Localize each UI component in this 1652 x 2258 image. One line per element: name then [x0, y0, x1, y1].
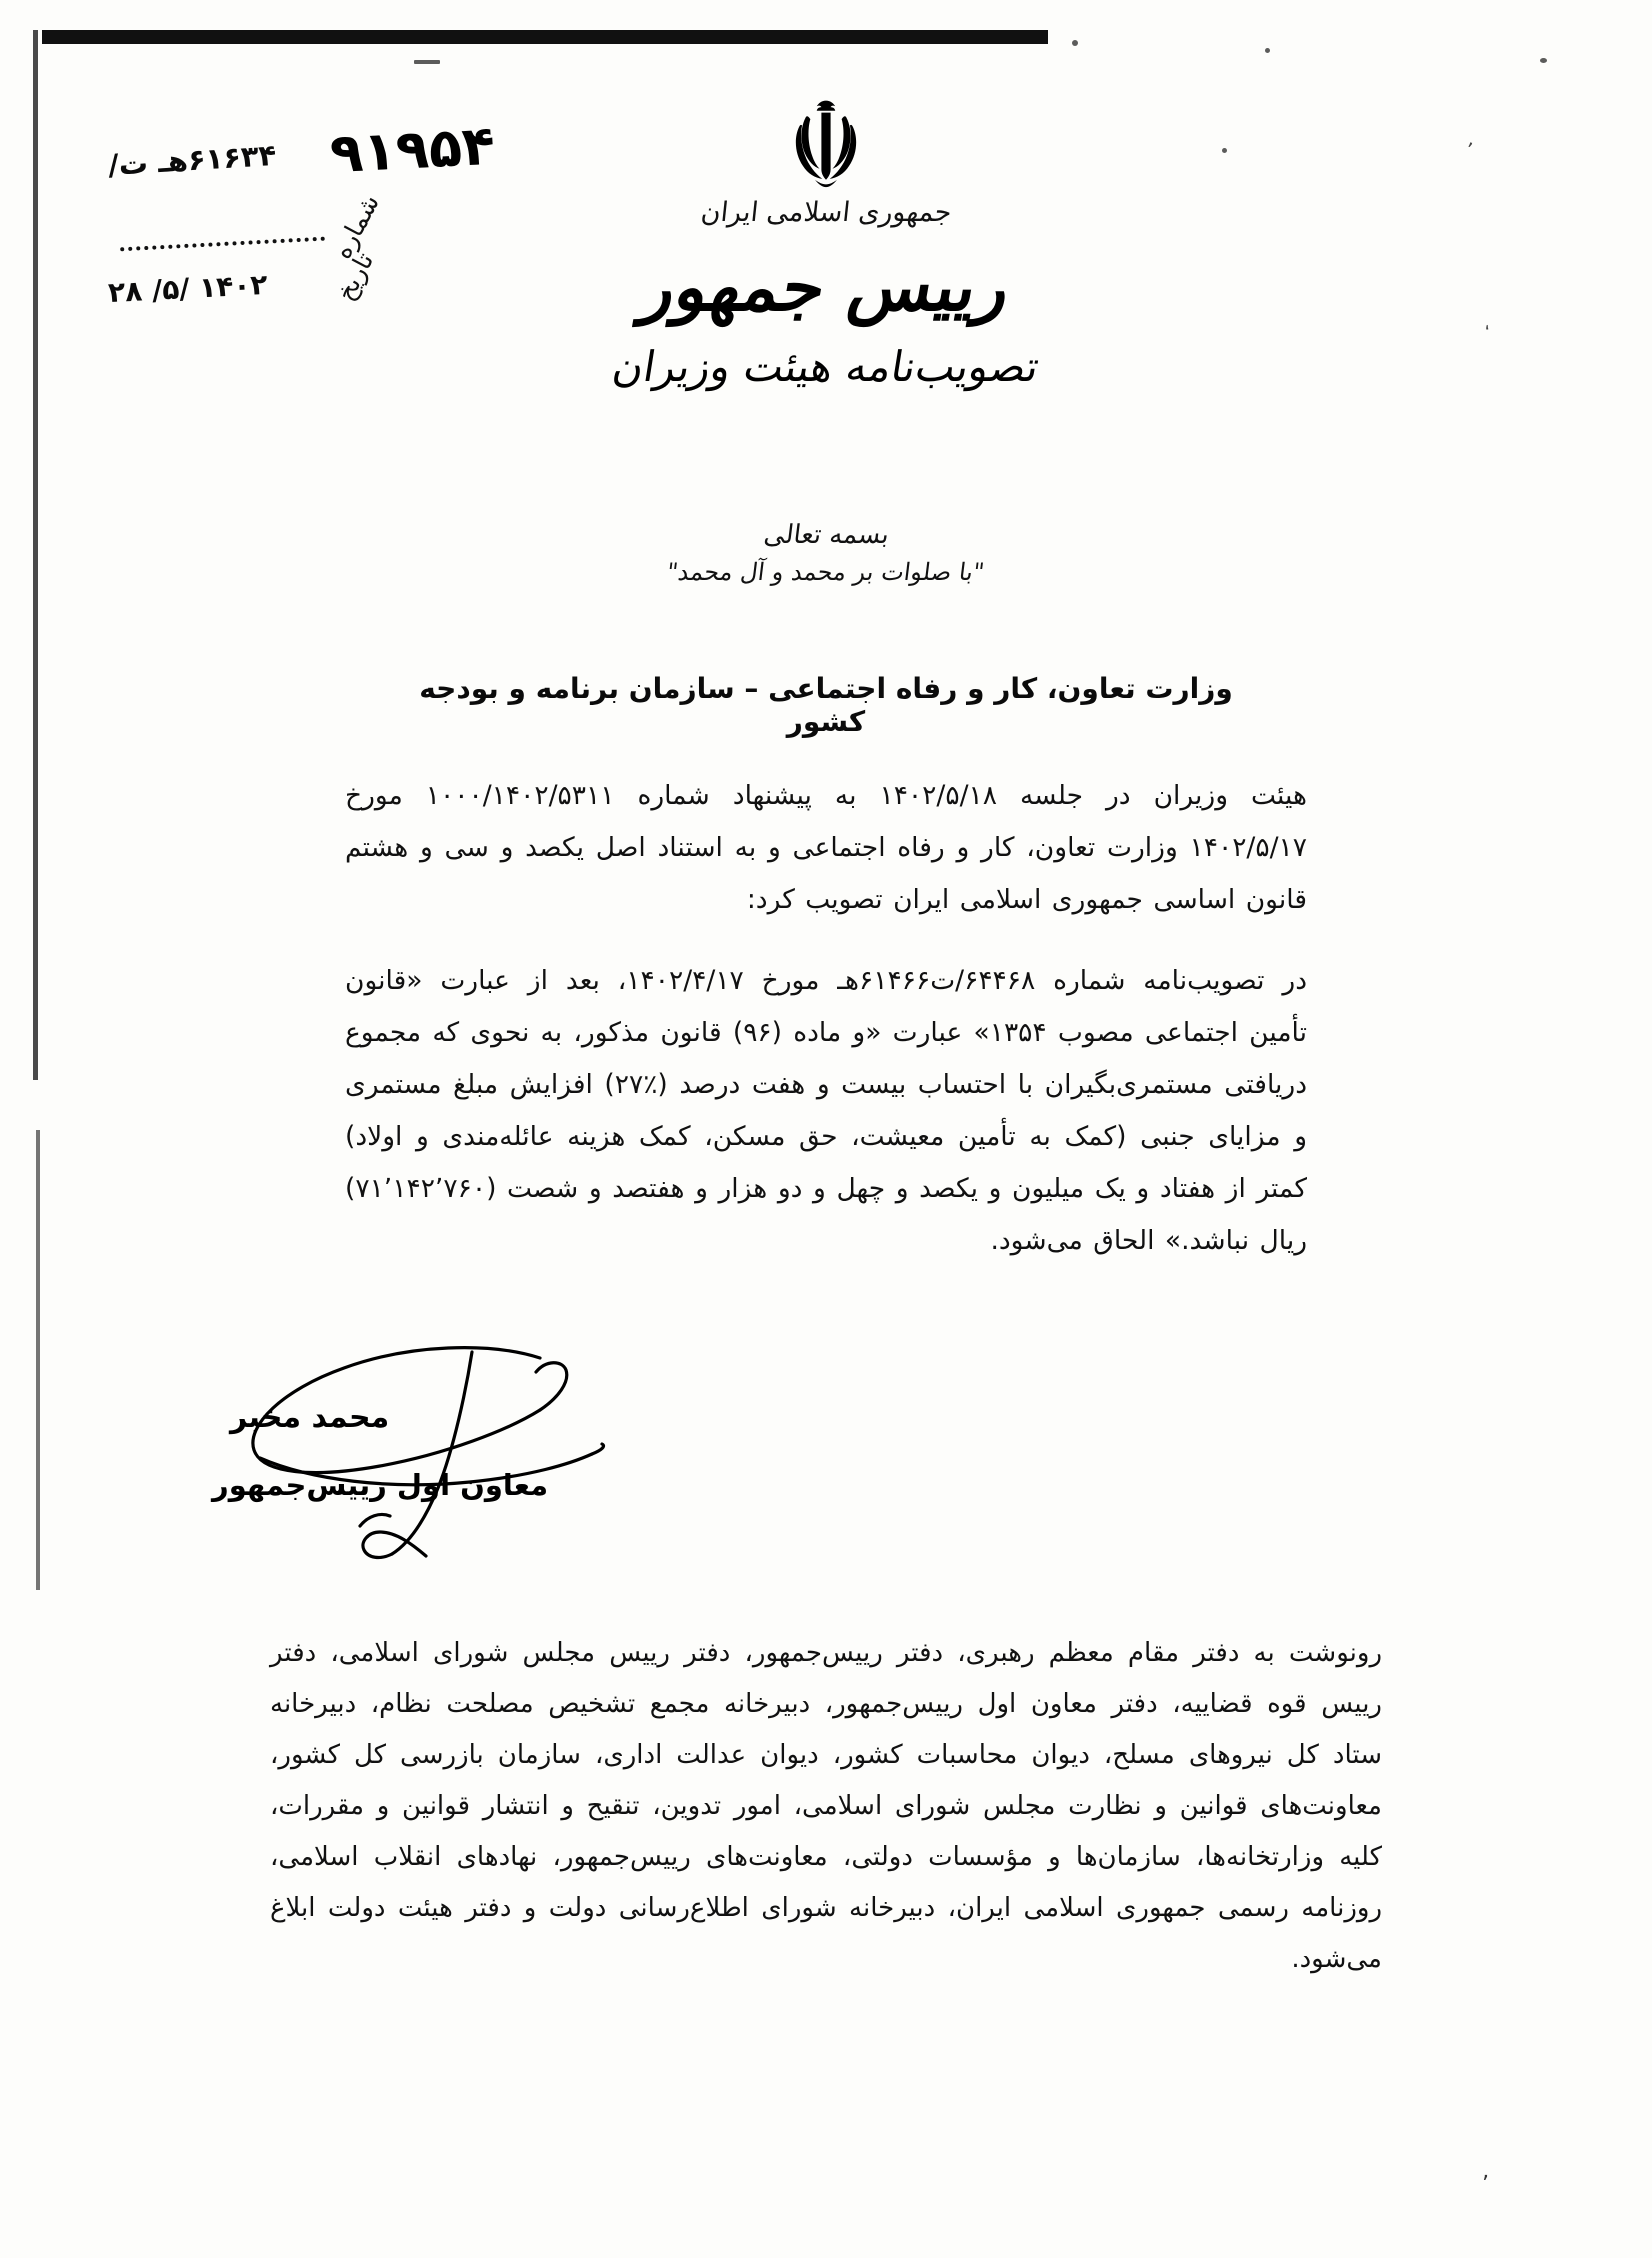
signatory-title: معاون اول رییس‌جمهور: [212, 1468, 549, 1502]
addressee-line: وزارت تعاون، کار و رفاه اجتماعی – سازمان برنامه و بودجه کشور: [419, 672, 1233, 738]
invocation-block: [0, 520, 1652, 586]
scan-edge-artifact-top: [42, 30, 1048, 44]
scan-speck: [1265, 48, 1270, 53]
stamp-letter-number: ۶۱۶۳۴هـ ت/: [107, 137, 278, 183]
stamp-date-value: ۱۴۰۲ /۵/ ۲۸: [107, 267, 269, 310]
stamp-tarikh-label: تاریخ: [330, 247, 380, 306]
handwritten-signature: [240, 1330, 720, 1570]
body-paragraph-2: در تصویب‌نامه شماره ۶۴۴۶۸/ت۶۱۴۶۶هـ مورخ ۱۴۰۲/۴/۱۷، بعد از عبارت «قانون تأمین اجتماعی مصوب ۱۳۵۴» عبارت «و ماده (۹۶) قانون مذکور، به نحوی که مجموع دریافتی مستمری‌بگیران با احتساب بیست و هفت درصد (٪۲۷) افزایش مبلغ مستمری و مزایای جنبی (کمک به تأمین معیشت، حق مسکن، کمک هزینه عائله‌مندی و اولاد) کمتر از هفتاد و یک میلیون و یکصد و چهل و دو هزار و هفتصد و شصت (۷۱٬۱۴۲٬۷۶۰) ریال نباشد.» الحاق می‌شود.: [345, 965, 1307, 1256]
stamp-serial-number: ۹۱۹۵۴: [328, 113, 497, 186]
office-title: رییس جمهور: [635, 248, 1017, 326]
invocation-line-2: "با صلوات بر محمد و آل محمد": [665, 558, 987, 586]
signatory-name: محمد مخبر: [230, 1400, 390, 1435]
document-title: تصویب‌نامه هیئت وزیران: [609, 342, 1043, 391]
scan-corner-mark: ʼ: [1463, 137, 1475, 163]
body-paragraph-1: هیئت وزیران در جلسه ۱۴۰۲/۵/۱۸ به پیشنهاد شماره ۱۰۰۰/۱۴۰۲/۵۳۱۱ مورخ ۱۴۰۲/۵/۱۷ وزارت تعاون، کار و رفاه اجتماعی و به استناد اصل یکصد و سی و هشتم قانون اساسی جمهوری اسلامی ایران تصویب کرد:: [345, 780, 1308, 915]
scan-footer-mark: ʼ: [1482, 2172, 1489, 2197]
scan-speck: [1072, 40, 1078, 46]
iran-emblem-icon: [780, 95, 872, 191]
distribution-list: رونوشت به دفتر مقام معظم رهبری، دفتر رییس‌جمهور، دفتر رییس مجلس شورای اسلامی، دفتر رییس قوه قضاییه، دفتر معاون اول رییس‌جمهور، دبیرخانه مجمع تشخیص مصلحت نظام، دبیرخانه ستاد کل نیروهای مسلح، دیوان محاسبات کشور، دیوان عدالت اداری، سازمان بازرسی کل کشور، معاونت‌های قوانین و نظارت مجلس شورای اسلامی، امور تدوین، تنقیح و انتشار قوانین و مقررات، کلیه وزارتخانه‌ها، سازمان‌ها و مؤسسات دولتی، معاونت‌های رییس‌جمهور، نهادهای انقلاب اسلامی، روزنامه رسمی جمهوری اسلامی ایران، دبیرخانه شورای اطلاع‌رسانی دولت و دفتر هیئت دولت ابلاغ می‌شود.: [270, 1638, 1382, 1974]
scan-edge-artifact-left-lower: [36, 1130, 40, 1590]
scan-speck: [414, 60, 440, 64]
scan-corner-mark-2: ʻ: [1482, 321, 1495, 344]
signature-icon: [240, 1330, 720, 1570]
stamp-shomareh-label: شماره: [327, 189, 385, 264]
masthead: [0, 95, 1652, 391]
invocation-line-1: بسمه تعالی: [761, 520, 891, 550]
country-name: جمهوری اسلامی ایران: [699, 197, 953, 228]
scan-speck: [1540, 58, 1547, 63]
